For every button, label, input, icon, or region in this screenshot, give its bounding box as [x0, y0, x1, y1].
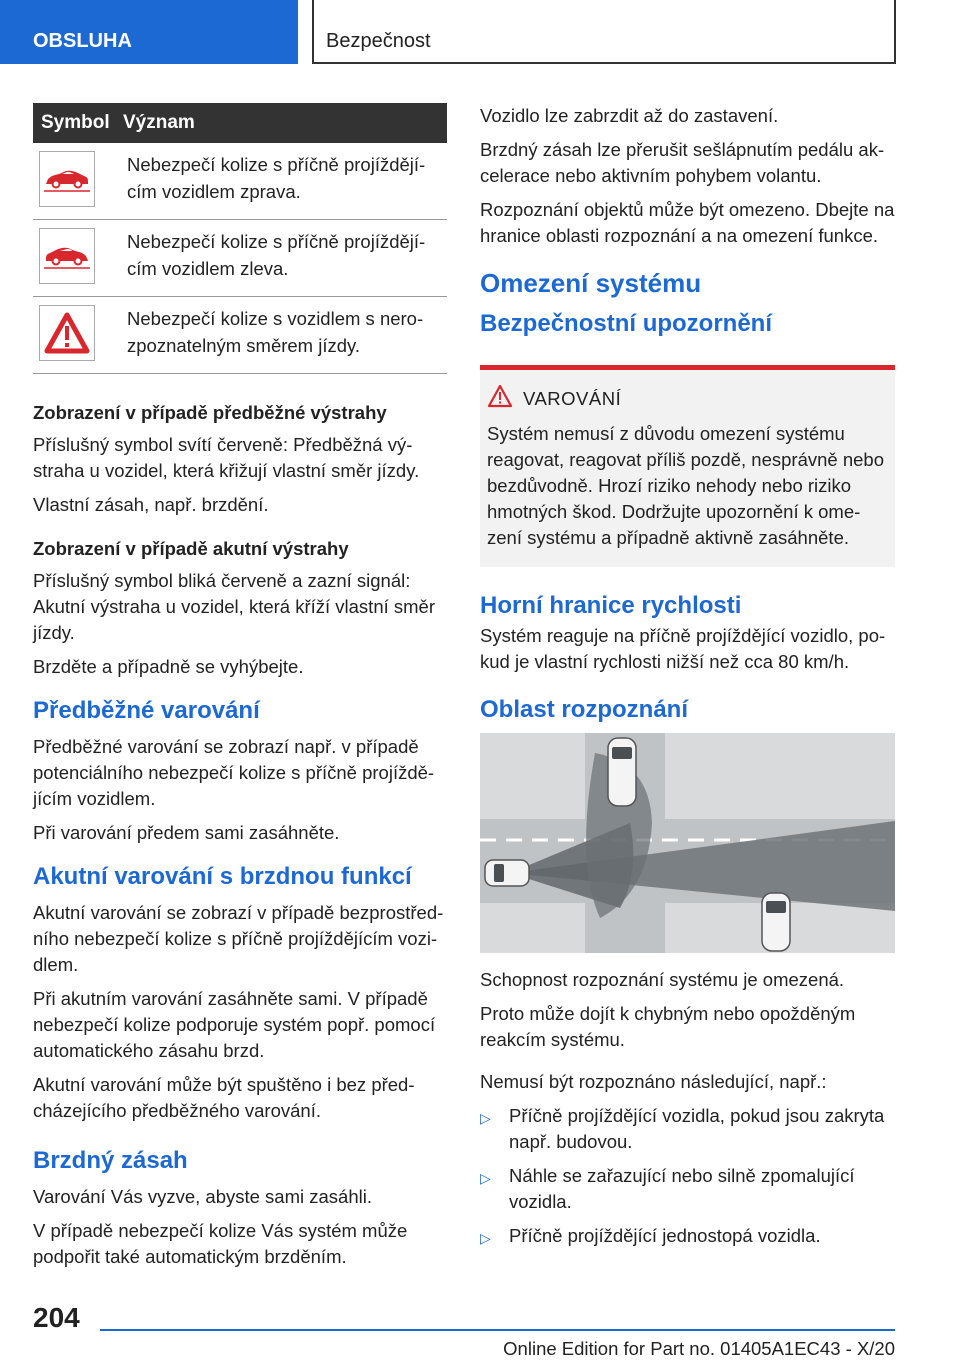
symbol-table	[33, 103, 447, 374]
triangle-bullet-icon: ▷	[480, 1110, 491, 1126]
heading-speed-limit: Horní hranice rychlosti	[480, 592, 742, 619]
paragraph: Příslušný symbol bliká červeně a zazní signál: Akutní výstraha u vozidel, která kříží vlastní směr jízdy.	[33, 570, 436, 643]
paragraph: Systém reaguje na příčně projíždějící vozidlo, pokud je vlastní rychlosti nižší než cca 80 km/h.	[480, 625, 886, 672]
section-title: OBSLUHA	[33, 30, 132, 52]
paragraph: Akutní varování může být spuštěno i bez předcházejícího předběžného varování.	[33, 1074, 415, 1121]
paragraph: Nemusí být rozpoznáno následující, např.:	[480, 1071, 827, 1092]
row-meaning: Nebezpečí kolize s vozidlem s nerozpoznatelným směrem jízdy.	[123, 297, 447, 374]
warning-triangle-icon	[39, 305, 95, 361]
detection-area-illustration	[480, 733, 895, 953]
row-meaning: Nebezpečí kolize s příčně projíždějícím vozidlem zleva.	[123, 220, 447, 297]
triangle-bullet-icon: ▷	[480, 1170, 491, 1186]
list-item: ▷ Příčně projíždějící vozidla, pokud jsou zakryta např. budovou.	[480, 1105, 885, 1152]
right-column	[480, 103, 895, 1257]
column-header-symbol: Symbol	[33, 103, 123, 143]
section-tab	[0, 0, 298, 64]
limitation-list	[480, 1103, 895, 1249]
paragraph: Varování Vás vyzve, abyste sami zasáhli.	[33, 1186, 372, 1207]
paragraph: Při varování předem sami zasáhněte.	[33, 822, 340, 843]
table-row	[33, 143, 447, 220]
paragraph: Při akutním varování zasáhněte sami. V případě nebezpečí kolize podporuje systém popř. pomocí automatického zásahu brzd.	[33, 988, 436, 1061]
paragraph: Proto může dojít k chybným nebo opožděným reakcím systému.	[480, 1003, 856, 1050]
paragraph: Předběžné varování se zobrazí např. v případě potenciálního nebezpečí kolize s příčně projíždějícím vozidlem.	[33, 736, 435, 809]
paragraph: Brzdný zásah lze přerušit sešlápnutím pedálu akcelerace nebo aktivním pohybem volantu.	[480, 139, 885, 186]
warning-title	[487, 384, 887, 413]
car-crossing-left-icon	[39, 228, 95, 284]
subheading-acute-warning-display: Zobrazení v případě akutní výstrahy	[33, 538, 349, 559]
footer-divider	[100, 1329, 895, 1331]
warning-triangle-icon	[487, 384, 513, 413]
paragraph: Rozpoznání objektů může být omezeno. Dbejte na hranice oblasti rozpoznání a na omezení funkce.	[480, 199, 895, 246]
column-header-meaning: Význam	[123, 103, 447, 143]
paragraph: Vozidlo lze zabrzdit až do zastavení.	[480, 105, 779, 126]
heading-acute-warning: Akutní varování s brzdnou funkcí	[33, 863, 412, 890]
table-row	[33, 297, 447, 374]
row-meaning: Nebezpečí kolize s příčně projíždějícím vozidlem zprava.	[123, 143, 447, 220]
footer-edition: Online Edition for Part no. 01405A1EC43 - X/20	[503, 1338, 895, 1359]
heading-detection-area: Oblast rozpoznání	[480, 696, 689, 723]
heading-brake-intervention: Brzdný zásah	[33, 1147, 188, 1174]
table-row	[33, 220, 447, 297]
warning-box	[480, 365, 895, 567]
left-column	[33, 103, 447, 1278]
car-crossing-right-icon	[39, 151, 95, 207]
warning-label: VAROVÁNÍ	[523, 387, 622, 409]
triangle-bullet-icon: ▷	[480, 1230, 491, 1246]
topic-tab	[312, 0, 896, 64]
paragraph: Schopnost rozpoznání systému je omezená.	[480, 969, 845, 990]
warning-text: Systém nemusí z důvodu omezení systému reagovat, reagovat příliš pozdě, nesprávně nebo bezdůvodně. Hrozí riziko nehody nebo riziko hmotných škod. Dodržujte upozornění k omezení systému a případně aktivně zasáhněte.	[487, 423, 884, 548]
list-item: ▷ Náhle se zařazující nebo silně zpomalující vozidla.	[480, 1165, 855, 1212]
paragraph: Vlastní zásah, např. brzdění.	[33, 494, 269, 515]
paragraph: Příslušný symbol svítí červeně: Předběžná výstraha u vozidel, která křižují vlastní směr jízdy.	[33, 434, 420, 481]
page-number: 204	[33, 1302, 80, 1333]
heading-pre-warning: Předběžné varování	[33, 697, 260, 724]
paragraph: V případě nebezpečí kolize Vás systém může podpořit také automatickým brzděním.	[33, 1220, 408, 1267]
subheading-pre-warning-display: Zobrazení v případě předběžné výstrahy	[33, 402, 387, 423]
topic-title: Bezpečnost	[326, 30, 431, 52]
heading-safety-notes: Bezpečnostní upozornění	[480, 310, 773, 337]
list-item: ▷ Příčně projíždějící jednostopá vozidla.	[480, 1223, 895, 1249]
table-header-row	[33, 103, 447, 143]
paragraph: Akutní varování se zobrazí v případě bezprostředního nebezpečí kolize s příčně projíždějícím vozidlem.	[33, 902, 444, 975]
paragraph: Brzděte a případně se vyhýbejte.	[33, 656, 304, 677]
heading-system-limits: Omezení systému	[480, 268, 702, 298]
